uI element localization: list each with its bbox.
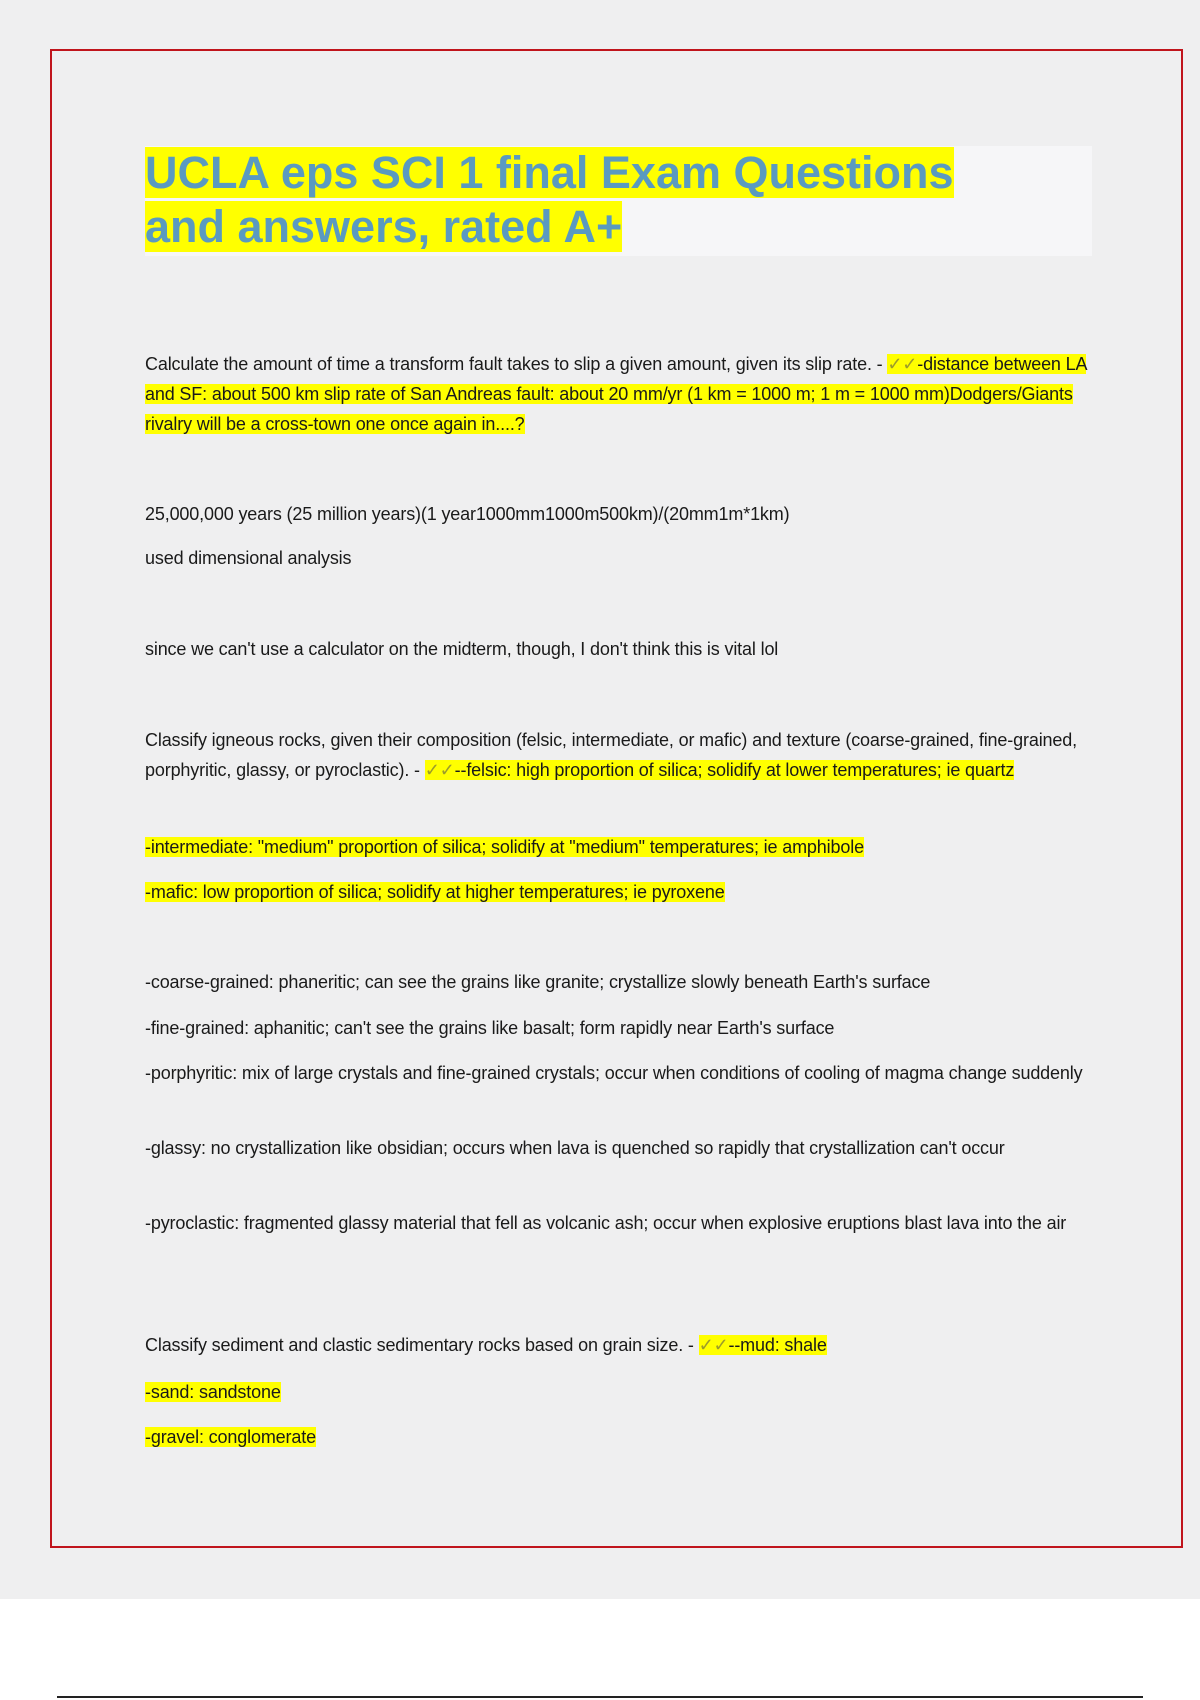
answer-line: -mafic: low proportion of silica; solidify at higher temperatures; ie pyroxene [145, 882, 725, 902]
note: -fine-grained: aphanitic; can't see the grains like basalt; form rapidly near Earth's surface [145, 1018, 835, 1038]
double-check-icon: ✓✓ [887, 354, 918, 374]
note: -glassy: no crystallization like obsidian; occurs when lava is quenched so rapidly that crystallization can't occur [145, 1138, 1005, 1158]
double-check-icon: ✓✓ [698, 1335, 729, 1355]
footer-rule [57, 1696, 1143, 1698]
question-1: Calculate the amount of time a transform fault takes to slip a given amount, given its slip rate. - ✓✓-distance between LA and SF: about 500 km slip rate of San Andreas fault: about 20 mm/yr (1 km = 1000 m; 1 m = 1000 mm)Dodgers/Giants rivalry will be a cross-town one once again in....? [145, 354, 1087, 434]
answer-line: -intermediate: "medium" proportion of silica; solidify at "medium" temperatures; ie amphibole [145, 837, 864, 857]
note: -pyroclastic: fragmented glassy material that fell as volcanic ash; occur when explosive eruptions blast lava into the air [145, 1213, 1067, 1233]
note: since we can't use a calculator on the midterm, though, I don't think this is vital lol [145, 639, 779, 659]
note: used dimensional analysis [145, 548, 352, 568]
page-border [50, 49, 1183, 1548]
answer-3: --mud: shale [728, 1335, 827, 1355]
question-2: Classify igneous rocks, given their composition (felsic, intermediate, or mafic) and texture (coarse-grained, fine-grained, porphyritic, glassy, or pyroclastic). - ✓✓--felsic: high proportion of silica; solidify at lower temperatures; ie quartz [145, 730, 1077, 780]
double-check-icon: ✓✓ [424, 760, 455, 780]
answer-2: --felsic: high proportion of silica; solidify at lower temperatures; ie quartz [454, 760, 1015, 780]
note: 25,000,000 years (25 million years)(1 year1000mm1000m500km)/(20mm1m*1km) [145, 504, 790, 524]
answer-line: -sand: sandstone [145, 1382, 281, 1402]
note: -coarse-grained: phaneritic; can see the grains like granite; crystallize slowly beneath Earth's surface [145, 972, 931, 992]
answer-line: -gravel: conglomerate [145, 1427, 316, 1447]
answer-1: -distance between LA and SF: about 500 km slip rate of San Andreas fault: about 20 mm/yr (1 km = 1000 m; 1 m = 1000 mm)Dodgers/Giants rivalry will be a cross-town one once again in....? [145, 354, 1087, 434]
document-title: UCLA eps SCI 1 final Exam Questions and answers, rated A+ [145, 147, 954, 252]
question-3: Classify sediment and clastic sedimentary rocks based on grain size. - ✓✓--mud: shale [145, 1335, 827, 1355]
note: -porphyritic: mix of large crystals and fine-grained crystals; occur when conditions of cooling of magma change suddenly [145, 1063, 1083, 1083]
